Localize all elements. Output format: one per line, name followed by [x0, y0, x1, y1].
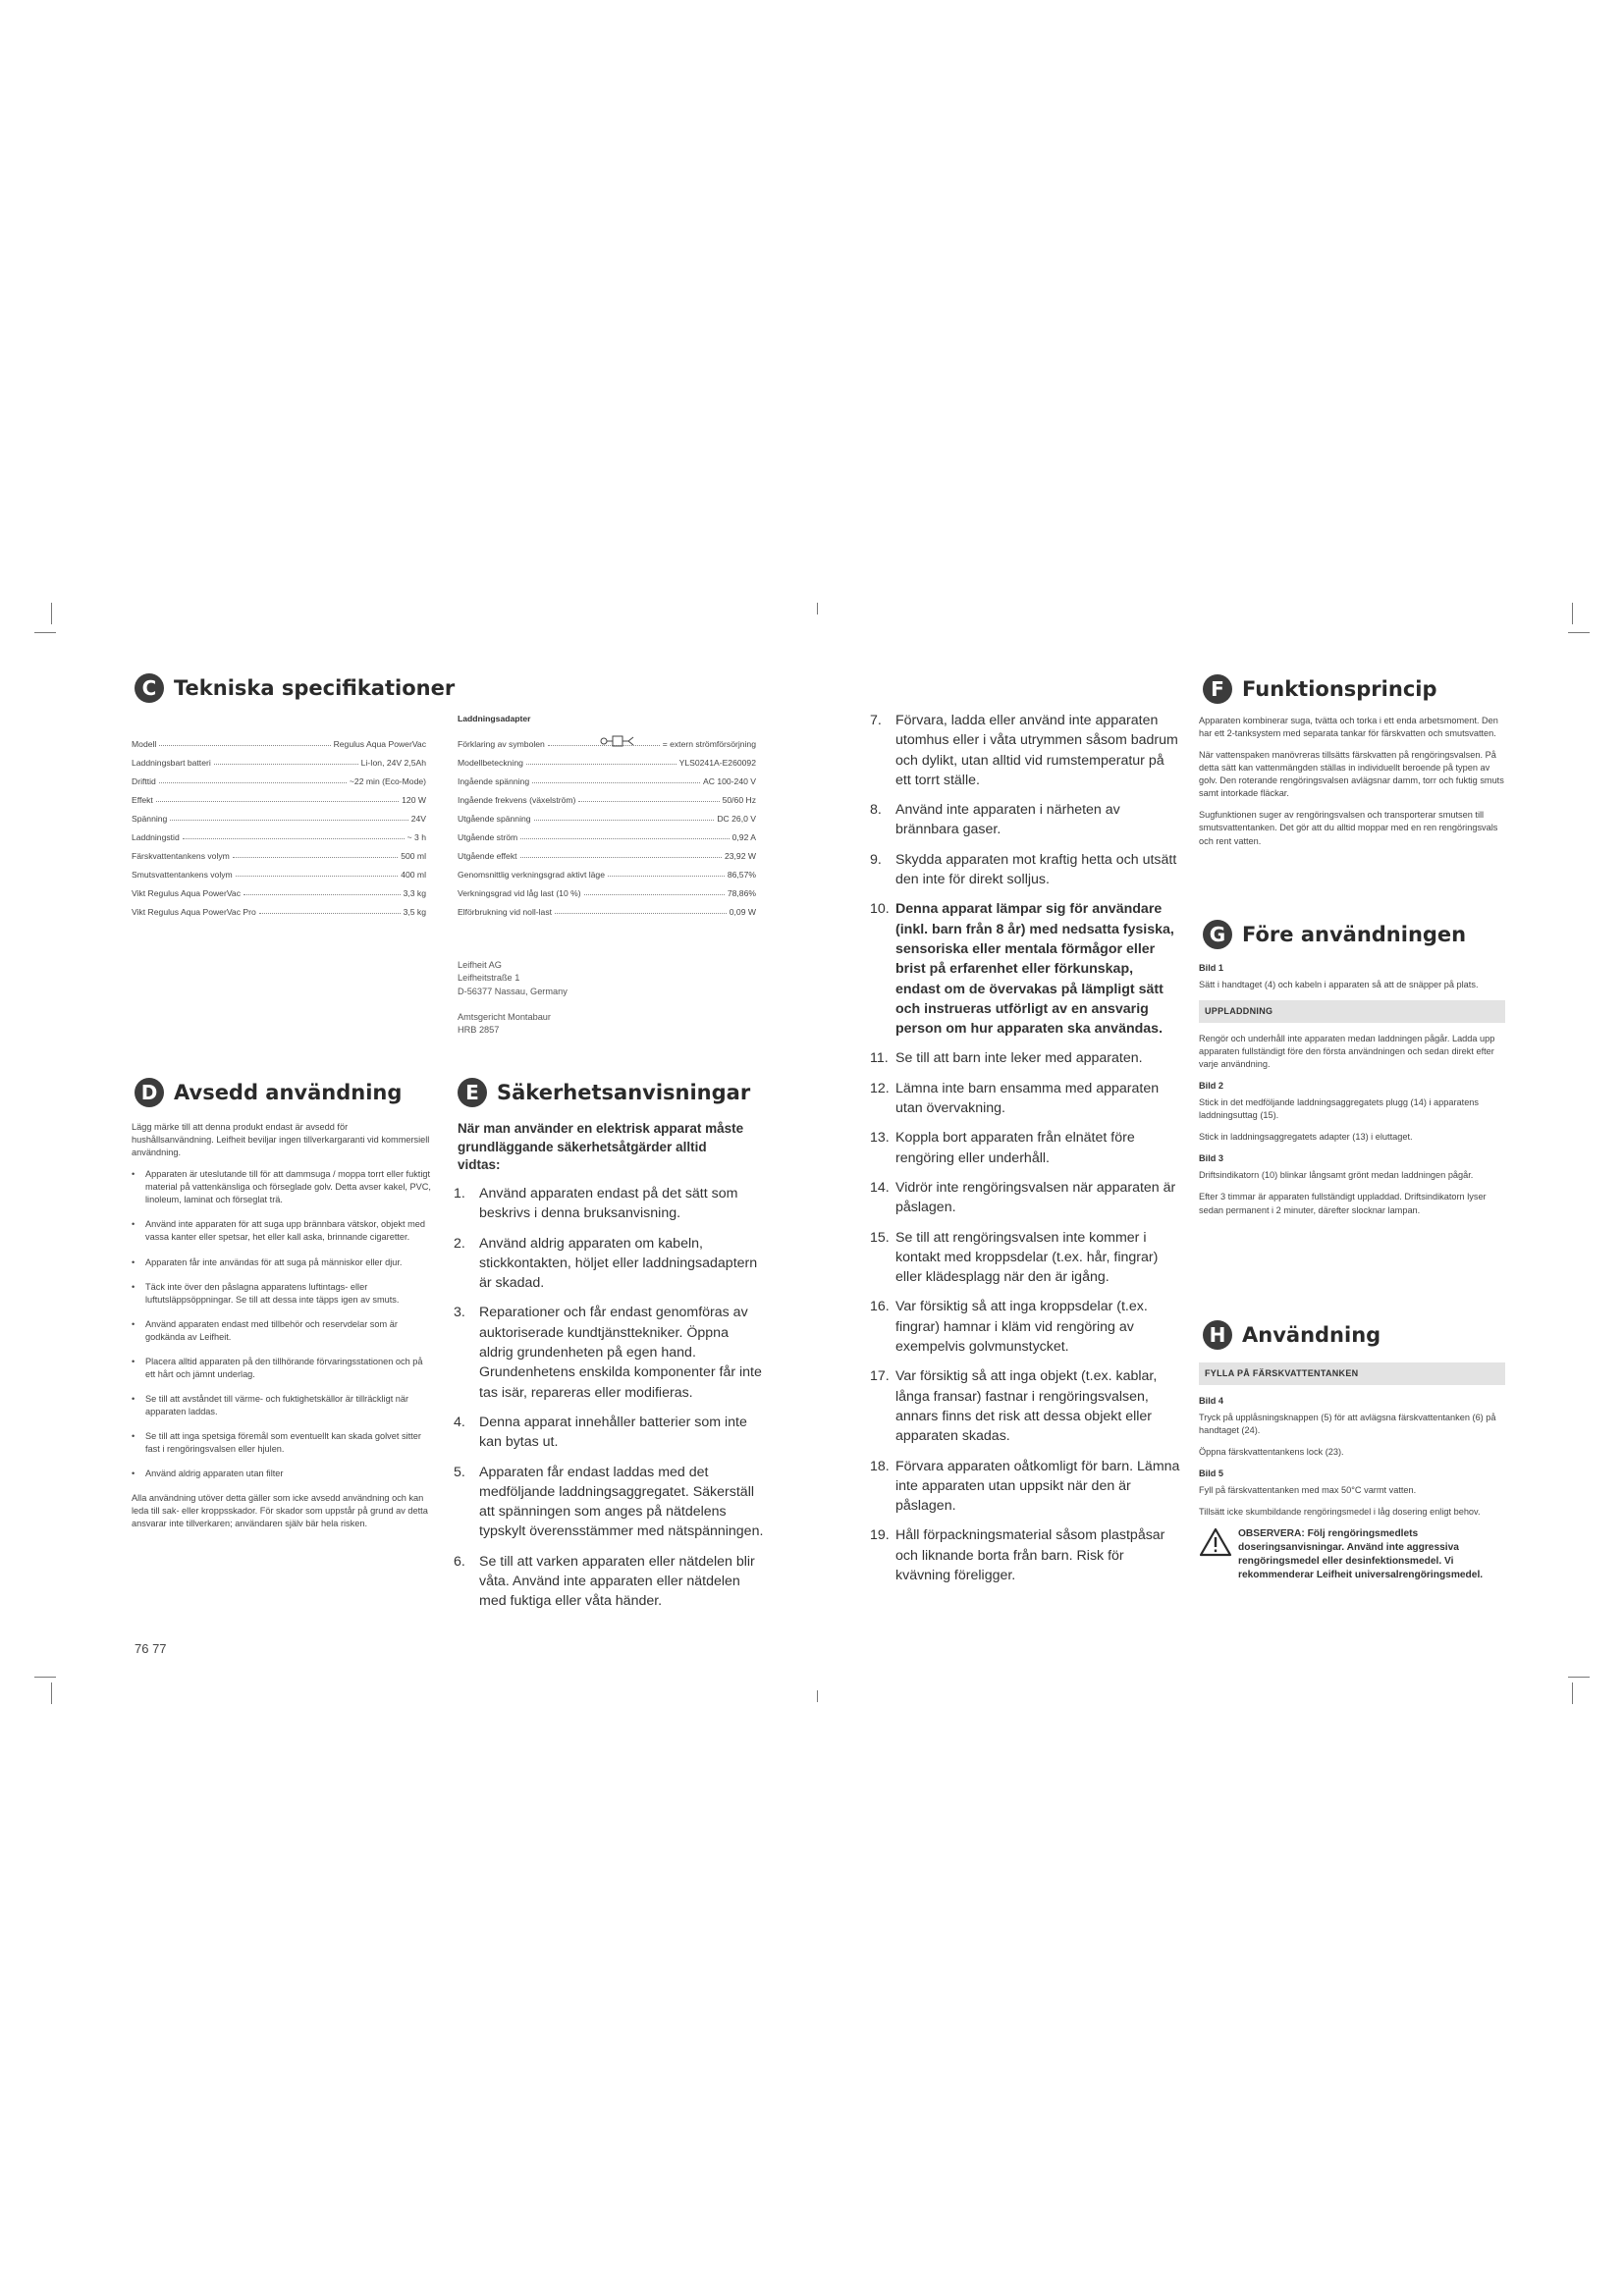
address-line: Amtsgericht Montabaur [458, 1012, 551, 1023]
usage-paragraph: Tillsätt icke skumbildande rengöringsmedel i låg dosering enligt behov. [1199, 1507, 1481, 1518]
safety-item-number: 8. [870, 802, 882, 819]
intended-use-item: • Täck inte över den påslagna apparatens luftintags- eller luftutsläppsöppningar. Se till att dessa inte täpps igen av smuts. [132, 1281, 432, 1307]
dot-leader [159, 782, 347, 783]
dot-leader [159, 745, 330, 746]
spec-row [458, 786, 756, 805]
figure-ref: Bild 4 [1199, 1395, 1224, 1406]
safety-item [870, 1178, 1180, 1218]
safety-item [870, 850, 1180, 890]
spec-value: ~ 3 h [406, 832, 426, 842]
section-badge: G [1203, 920, 1232, 949]
safety-item-text: Använd apparaten endast på det sätt som beskrivs i denna bruksanvisning. [479, 1186, 738, 1222]
spec-value: ~22 min (Eco-Mode) [349, 776, 426, 786]
safety-item-text: Använd aldrig apparaten om kabeln, stickkontakten, höljet eller laddningsadaptern är skadad. [479, 1235, 758, 1292]
safety-item-number: 14. [870, 1179, 890, 1196]
spec-label: Drifttid [132, 776, 156, 786]
safety-item-text: Reparationer och får endast genomföras av auktoriserade kundtjänsttekniker. Öppna aldrig grundenheten på egen hand. Grundenhetens enskilda komponenter får inte tas isär, repareras eller modifieras. [479, 1305, 762, 1401]
spec-label: Utgående spänning [458, 814, 531, 824]
spec-row [132, 768, 426, 786]
before-use-text [1199, 956, 1505, 1226]
figure-ref: Bild 3 [1199, 1153, 1224, 1164]
spec-label: Förklaring av symbolen [458, 739, 545, 749]
safety-item [870, 1128, 1180, 1168]
crop-mark [1568, 632, 1590, 633]
spec-value: YLS0241A-E260092 [678, 758, 756, 768]
safety-item [870, 1228, 1180, 1288]
dot-leader [520, 838, 729, 839]
usage-text [1199, 1362, 1505, 1583]
spec-value: 3,5 kg [403, 907, 426, 917]
safety-item [454, 1413, 764, 1453]
crop-mark [1568, 1677, 1590, 1678]
dot-leader [236, 876, 399, 877]
figure-ref: Bild 5 [1199, 1468, 1224, 1479]
safety-item [870, 899, 1180, 1039]
figure-ref: Bild 2 [1199, 1081, 1224, 1092]
function-paragraph: Apparaten kombinerar suga, tvätta och torka i ett enda arbetsmoment. Den har ett 2-tanksystem med separata tankar för färskvatten och smutsvatten. [1199, 716, 1498, 739]
dot-leader [520, 857, 722, 858]
crop-mark [1572, 603, 1573, 624]
safety-item-number: 18. [870, 1458, 890, 1474]
section-title: Funktionsprincip [1242, 677, 1437, 701]
intended-use-intro: Lägg märke till att denna produkt endast är avsedd för hushållsanvändning. Leifheit beviljar ingen tillverkargaranti vid kommersiell användning. [132, 1122, 430, 1158]
page-numbers: 76 77 [135, 1641, 167, 1656]
dot-leader [584, 894, 725, 895]
dot-leader [156, 801, 399, 802]
spec-value: AC 100-240 V [703, 776, 756, 786]
safety-item [870, 1457, 1180, 1517]
spec-row [458, 749, 756, 768]
spec-value: Regulus Aqua PowerVac [333, 739, 426, 749]
spec-row [458, 842, 756, 861]
section-title: Avsedd användning [174, 1081, 403, 1104]
function-paragraph: Sugfunktionen suger av rengöringsvalsen och transporterar smutsen till smutsvattentanken. Det gör att du alltid moppar med en ren rengöringsvals och rent vatten. [1199, 810, 1498, 846]
spec-value: 120 W [402, 795, 426, 805]
safety-item-number: 7. [870, 713, 882, 728]
safety-item [870, 1366, 1180, 1446]
spec-row [458, 805, 756, 824]
safety-item-number: 11. [870, 1050, 889, 1067]
address-line: Leifheit AG [458, 960, 502, 970]
spec-label: Elförbrukning vid noll-last [458, 907, 553, 917]
safety-item-text: Denna apparat innehåller batterier som inte kan bytas ut. [479, 1414, 747, 1451]
safety-item-text: Vidrör inte rengöringsvalsen när apparaten är påslagen. [895, 1179, 1176, 1216]
spec-label: Smutsvattentankens volym [132, 870, 233, 880]
spec-value: 0,92 A [731, 832, 756, 842]
spec-row [132, 786, 426, 805]
intended-use-item: • Använd apparaten endast med tillbehör och reservdelar som är godkända av Leifheit. [132, 1318, 432, 1344]
safety-item-text: Skydda apparaten mot kraftig hetta och utsätt den inte för direkt solljus. [895, 851, 1177, 888]
section-badge: C [135, 673, 164, 703]
safety-item [870, 1048, 1180, 1068]
crop-mark [817, 1690, 818, 1702]
dot-leader [183, 838, 405, 839]
before-use-paragraph: Efter 3 timmar är apparaten fullständigt uppladdad. Driftsindikatorn lyser sedan permanent i 2 minuter, därefter slocknar lampan. [1199, 1192, 1487, 1215]
section-h-heading [1203, 1320, 1380, 1350]
section-f-heading [1203, 674, 1437, 704]
spec-value: 3,3 kg [403, 888, 426, 898]
safety-item-text: Förvara apparaten oåtkomligt för barn. Lämna inte apparaten utan uppsikt när den är påslagen. [895, 1458, 1180, 1515]
safety-item-text: Koppla bort apparaten från elnätet före rengöring eller underhåll. [895, 1130, 1135, 1166]
safety-item-text: Lämna inte barn ensamma med apparaten utan övervakning. [895, 1080, 1160, 1117]
spec-label: Laddningstid [132, 832, 180, 842]
intended-use-item: • Apparaten får inte användas för att suga på människor eller djur. [132, 1256, 432, 1269]
before-use-paragraph: Sätt i handtaget (4) och kabeln i apparaten så att de snäpper på plats. [1199, 980, 1479, 990]
spec-value: 78,86% [727, 888, 756, 898]
safety-item-number: 5. [454, 1464, 465, 1480]
safety-item-text: Se till att barn inte leker med apparaten. [895, 1050, 1143, 1067]
spec-row [458, 880, 756, 898]
spec-label: Verkningsgrad vid låg last (10 %) [458, 888, 581, 898]
safety-item-number: 12. [870, 1080, 890, 1096]
spec-label: Ingående spänning [458, 776, 530, 786]
crop-mark [34, 632, 56, 633]
section-badge: D [135, 1078, 164, 1107]
safety-item [870, 800, 1180, 840]
adapter-table [458, 730, 756, 917]
spec-label: Genomsnittlig verkningsgrad aktivt läge [458, 870, 605, 880]
spec-value: 23,92 W [724, 851, 756, 861]
section-e-heading [458, 1078, 750, 1107]
spec-label: Vikt Regulus Aqua PowerVac [132, 888, 241, 898]
safety-item-text: Se till att rengöringsvalsen inte kommer i kontakt med kroppsdelar (t.ex. hår, fingrar) eller klädesplagg när den är igång. [895, 1229, 1159, 1286]
spec-value: 500 ml [401, 851, 426, 861]
spec-row [132, 730, 426, 749]
safety-item-text: Håll förpackningsmaterial såsom plastpåsar och liknande borta från barn. Risk för kvävning föreligger. [895, 1527, 1165, 1583]
safety-item-number: 15. [870, 1229, 890, 1246]
spec-row [132, 898, 426, 917]
safety-item-text: Denna apparat lämpar sig för användare (inkl. barn från 8 år) med nedsatta fysiska, sensoriska eller mentala förmågor eller brist på erfarenhet eller förkunskap, endast om de övervakas på lämpligt sätt och instrueras utförligt av en ansvarig person om hur apparaten ska användas. [895, 901, 1174, 1038]
safety-item-number: 10. [870, 901, 890, 918]
spec-row [458, 824, 756, 842]
spec-row [132, 824, 426, 842]
adapter-symbol-icon [599, 735, 638, 747]
dot-leader [532, 782, 700, 783]
crop-mark [817, 603, 818, 614]
warning-text: OBSERVERA: Följ rengöringsmedlets doseringsanvisningar. Använd inte aggressiva rengöringsmedel eller desinfektionsmedel. Vi rekommenderar Leifheit universalrengöringsmedel. [1238, 1528, 1484, 1581]
safety-item [870, 1525, 1180, 1585]
safety-item-number: 4. [454, 1414, 465, 1430]
safety-item-number: 9. [870, 851, 882, 868]
intended-use-item: • Använd aldrig apparaten utan filter [132, 1468, 432, 1480]
section-title: Användning [1242, 1323, 1381, 1347]
safety-item-number: 19. [870, 1527, 890, 1544]
safety-item-number: 3. [454, 1305, 465, 1321]
safety-list-right [870, 711, 1180, 1595]
spec-value: 400 ml [401, 870, 426, 880]
section-d-heading [135, 1078, 402, 1107]
spec-label: Vikt Regulus Aqua PowerVac Pro [132, 907, 256, 917]
spec-value: 86,57% [727, 870, 756, 880]
dot-leader [170, 820, 407, 821]
spec-label: Färskvattentankens volym [132, 851, 230, 861]
section-g-heading [1203, 920, 1466, 949]
spec-value: = extern strömförsörjning [662, 739, 756, 749]
safety-lead: När man använder en elektrisk apparat måste grundläggande säkerhetsåtgärder alltid vidtas: [458, 1121, 744, 1173]
safety-item [454, 1234, 764, 1294]
spec-label: Utgående effekt [458, 851, 517, 861]
dot-leader [555, 913, 727, 914]
crop-mark [51, 603, 52, 624]
spec-value: 24V [410, 814, 426, 824]
safety-item-text: Förvara, ladda eller använd inte apparaten utomhus eller i våta utrymmen såsom badrum och dylikt, utan alltid vid rumstemperatur på ett torrt ställe. [895, 713, 1178, 788]
safety-item-number: 1. [454, 1186, 465, 1201]
safety-item-number: 2. [454, 1235, 465, 1252]
usage-paragraph: Öppna färskvattentankens lock (23). [1199, 1446, 1344, 1457]
intended-use-item: • Apparaten är uteslutande till för att dammsuga / moppa torrt eller fuktigt material på vattenkänsliga och förseglade golv. Detta avser kakel, PVC, linoleum, laminat och förseglat trä. [132, 1168, 432, 1206]
crop-mark [51, 1682, 52, 1704]
spec-label: Spänning [132, 814, 168, 824]
dot-leader [578, 801, 719, 802]
section-badge: H [1203, 1320, 1232, 1350]
section-badge: E [458, 1078, 487, 1107]
safety-list-left [454, 1184, 764, 1622]
dot-leader [214, 764, 358, 765]
spec-row [132, 880, 426, 898]
intended-use-list [132, 1168, 432, 1480]
address-line [458, 998, 568, 1011]
spec-label: Utgående ström [458, 832, 518, 842]
intended-use-item: • Se till att inga spetsiga föremål som eventuellt kan skada golvet sitter fast i rengöringsvalsen eller hjulen. [132, 1430, 432, 1456]
intended-use-text [132, 1121, 432, 1539]
spec-row [132, 861, 426, 880]
spec-row [458, 861, 756, 880]
before-use-paragraph: Driftsindikatorn (10) blinkar långsamt grönt medan laddningen pågår. [1199, 1170, 1474, 1181]
spec-label: Modell [132, 739, 157, 749]
spec-row [132, 749, 426, 768]
spec-value: 0,09 W [729, 907, 756, 917]
safety-item [454, 1184, 764, 1224]
intended-use-item: • Se till att avståndet till värme- och fuktighetskällor är tillräckligt när apparaten laddas. [132, 1393, 432, 1418]
section-title: Säkerhetsanvisningar [497, 1081, 751, 1104]
safety-item [454, 1552, 764, 1612]
safety-item-text: Var försiktig så att inga objekt (t.ex. kablar, långa fransar) fastnar i rengöringsvalsen, annars finns det risk att dessa objekt eller apparaten skadas. [895, 1368, 1158, 1445]
warning-icon [1199, 1527, 1232, 1557]
function-text [1199, 715, 1505, 857]
safety-item [454, 1463, 764, 1542]
warning-box [1199, 1527, 1505, 1582]
dot-leader [534, 820, 715, 821]
safety-item [870, 1297, 1180, 1357]
section-title: Före användningen [1242, 923, 1467, 946]
subsection-bar: FYLLA PÅ FÄRSKVATTENTANKEN [1199, 1362, 1505, 1385]
address-line: D-56377 Nassau, Germany [458, 986, 568, 996]
adapter-heading: Laddningsadapter [458, 714, 531, 723]
address-line: HRB 2857 [458, 1025, 500, 1036]
safety-item [870, 1079, 1180, 1119]
intended-use-item: • Placera alltid apparaten på den tillhörande förvaringsstationen och på ett hårt och jämnt underlag. [132, 1356, 432, 1381]
dot-leader [526, 764, 677, 765]
section-badge: F [1203, 674, 1232, 704]
section-c-heading [135, 673, 455, 703]
crop-mark [1572, 1682, 1573, 1704]
figure-ref: Bild 1 [1199, 963, 1224, 973]
safety-item-number: 16. [870, 1299, 890, 1315]
dot-leader [233, 857, 398, 858]
safety-item-text: Se till att varken apparaten eller nätdelen blir våta. Använd inte apparaten eller nätdelen med fuktiga eller våta händer. [479, 1553, 755, 1610]
before-use-paragraph: Rengör och underhåll inte apparaten medan laddningen pågår. Ladda upp apparaten fullständigt före den första användningen och sedan direkt efter varje användning. [1199, 1033, 1495, 1070]
spec-row [132, 805, 426, 824]
spec-label: Laddningsbart batteri [132, 758, 211, 768]
subsection-bar: UPPLADDNING [1199, 1000, 1505, 1023]
spec-label: Modellbeteckning [458, 758, 523, 768]
dot-leader [608, 876, 725, 877]
usage-paragraph: Fyll på färskvattentanken med max 50°C varmt vatten. [1199, 1485, 1417, 1496]
function-paragraph: När vattenspaken manövreras tillsätts färskvatten på rengöringsvalsen. På detta sätt kan vattenmängden ställas in individuellt beroende på typen av golv. Den roterande rengöringsvalsen avlägsnar damm, torr och fuktig smuts samt intorkade fläckar. [1199, 750, 1504, 799]
safety-item [454, 1303, 764, 1402]
safety-item [870, 711, 1180, 790]
spec-label: Ingående frekvens (växelström) [458, 795, 576, 805]
safety-item-text: Använd inte apparaten i närheten av brännbara gaser. [895, 802, 1120, 838]
crop-mark [34, 1677, 56, 1678]
spec-value: DC 26,0 V [717, 814, 756, 824]
before-use-paragraph: Stick in det medföljande laddningsaggregatets plugg (14) i apparatens laddningsuttag (15). [1199, 1097, 1480, 1121]
safety-item-text: Apparaten får endast laddas med det medföljande laddningsaggregatet. Säkerställ att spänningen som anges på nätdelens typskylt överensstämmer med nätspänningen. [479, 1464, 764, 1540]
dot-leader [244, 894, 401, 895]
spec-label: Effekt [132, 795, 153, 805]
safety-item-number: 17. [870, 1368, 890, 1385]
spec-value: 50/60 Hz [722, 795, 756, 805]
spec-table [132, 730, 426, 917]
safety-item-number: 13. [870, 1130, 890, 1147]
spec-row [458, 898, 756, 917]
intended-use-item: • Använd inte apparaten för att suga upp brännbara vätskor, objekt med vassa kanter eller spetsar, het eller kall aska, brinnande cigaretter. [132, 1218, 432, 1244]
intended-use-outro: Alla användning utöver detta gäller som icke avsedd användning och kan leda till sak- eller kroppsskador. För skador som uppstår på grund av detta ansvarar inte tillverkaren; användaren själv bär hela risken. [132, 1493, 428, 1529]
address-line: Leifheitstraße 1 [458, 973, 520, 984]
safety-item-number: 6. [454, 1553, 465, 1570]
spec-row [458, 768, 756, 786]
spec-row [132, 842, 426, 861]
dot-leader [259, 913, 401, 914]
spec-value: Li-Ion, 24V 2,5Ah [360, 758, 426, 768]
before-use-paragraph: Stick in laddningsaggregatets adapter (13) i eluttaget. [1199, 1132, 1413, 1143]
company-address [458, 959, 568, 1038]
safety-item-text: Var försiktig så att inga kroppsdelar (t.ex. fingrar) hamnar i kläm vid rengöring av exempelvis golvmunstycket. [895, 1299, 1148, 1356]
usage-paragraph: Tryck på upplåsningsknappen (5) för att avlägsna färskvattentanken (6) på handtaget (24). [1199, 1412, 1496, 1435]
section-title: Tekniska specifikationer [174, 676, 456, 700]
